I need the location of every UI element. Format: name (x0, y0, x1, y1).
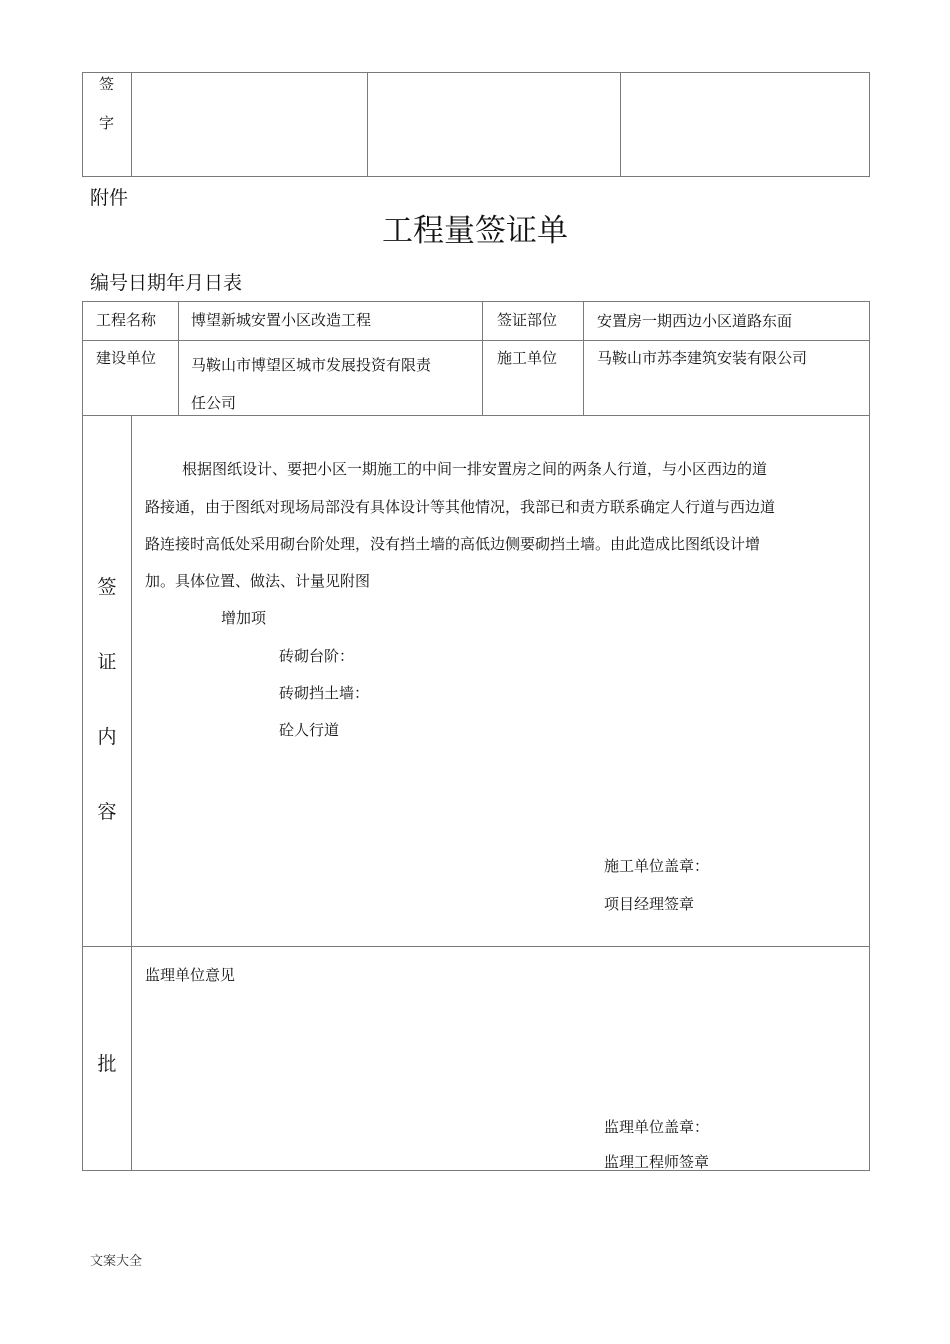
added-items-heading: 增加项 (221, 609, 267, 627)
content-side-char-2: 证 (97, 651, 117, 673)
supervisor-opinion-label: 监理单位意见 (145, 966, 236, 984)
item-concrete-sidewalk: 砼人行道 (279, 721, 340, 739)
item-brick-steps: 砖砌台阶： (279, 647, 355, 665)
content-side-char-1: 签 (97, 576, 117, 598)
header-line: 编号日期年月日表 (90, 272, 243, 294)
footer-text: 文案大全 (90, 1254, 143, 1269)
content-paragraph-line-4: 加。具体位置、做法、计量见附图 (145, 572, 371, 590)
approval-side-char: 批 (97, 1053, 117, 1075)
sign-char-1: 签 (98, 75, 114, 93)
content-paragraph-line-1: 根据图纸设计、要把小区一期施工的中间一排安置房之间的两条人行道，与小区西边的道 (182, 460, 768, 478)
content-paragraph-line-3: 路连接时高低处采用砌台阶处理，没有挡土墙的高低边侧要砌挡土墙。由此造成比图纸设计增 (145, 535, 761, 553)
builder-label: 建设单位 (96, 349, 157, 367)
contractor-label: 施工单位 (497, 349, 558, 367)
doc-title: 工程量签证单 (382, 213, 568, 249)
item-brick-retaining-wall: 砖砌挡土墙： (279, 684, 370, 702)
project-name-value: 博望新城安置小区改造工程 (191, 311, 372, 329)
visa-location-value: 安置房一期西边小区道路东面 (597, 312, 793, 330)
content-side-char-3: 内 (97, 726, 117, 748)
content-side-char-4: 容 (97, 801, 117, 823)
attachment-label: 附件 (90, 187, 129, 209)
contractor-seal-label: 施工单位盖章： (604, 857, 710, 875)
builder-value-line2: 任公司 (191, 394, 237, 412)
contractor-value: 马鞍山市苏李建筑安装有限公司 (597, 349, 808, 367)
content-paragraph-line-2: 路接通，由于图纸对现场局部没有具体设计等其他情况，我部已和责方联系确定人行道与西边道 (145, 498, 776, 516)
supervisor-seal-label: 监理单位盖章： (604, 1118, 710, 1136)
sign-char-2: 字 (98, 114, 114, 132)
visa-location-label: 签证部位 (497, 311, 558, 329)
pm-sign-label: 项目经理签章 (604, 895, 695, 913)
supervisor-engineer-sign-label: 监理工程师签章 (604, 1153, 710, 1171)
builder-value-line1: 马鞍山市博望区城市发展投资有限责 (191, 356, 432, 374)
project-name-label: 工程名称 (96, 311, 157, 329)
